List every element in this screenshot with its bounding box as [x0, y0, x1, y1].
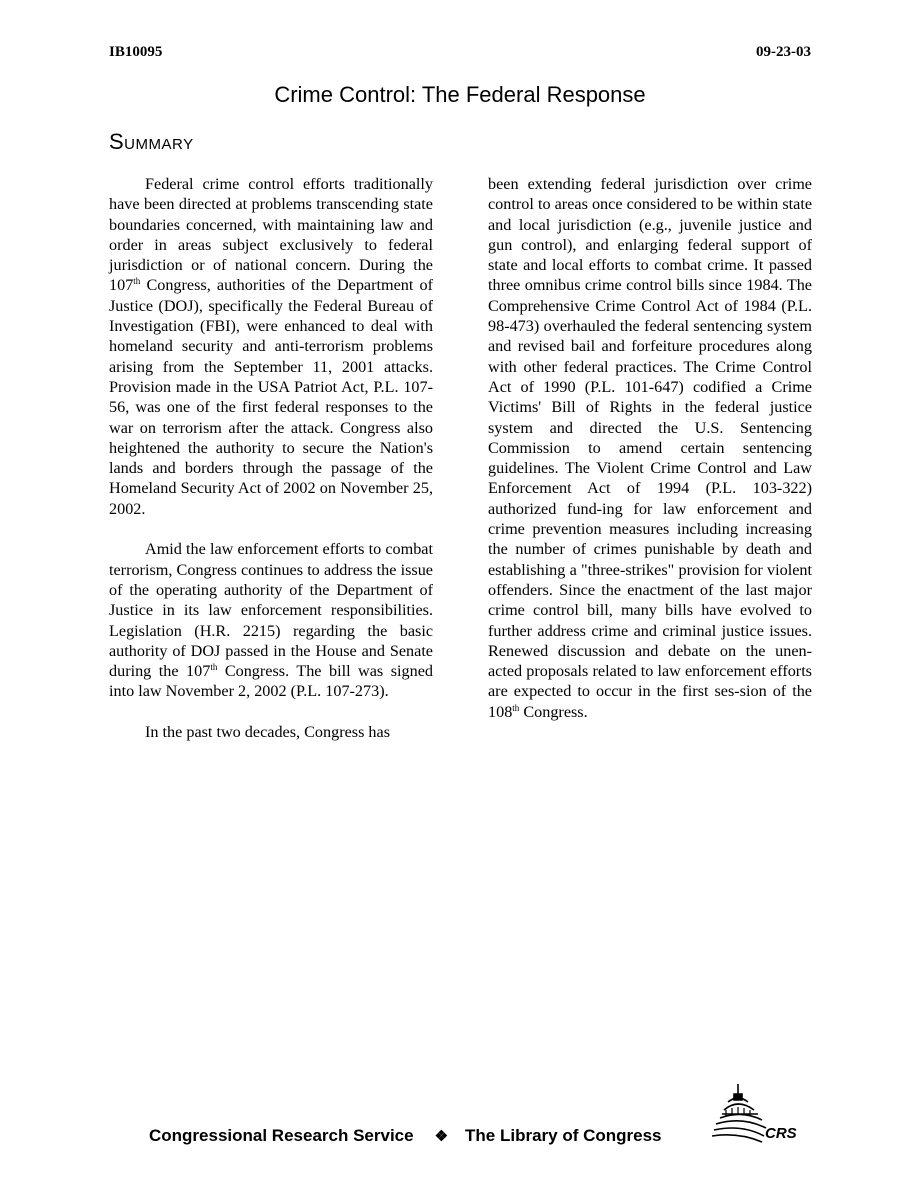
footer-library: The Library of Congress: [465, 1126, 662, 1145]
footer: [149, 1126, 662, 1146]
page-title: Crime Control: The Federal Response: [274, 82, 646, 107]
report-id: IB10095: [109, 44, 163, 60]
crs-logo-text: CRS: [765, 1125, 797, 1142]
report-date: 09-23-03: [756, 44, 811, 60]
paragraph-3: In the past two decades, Congress has: [145, 723, 391, 742]
paragraph-3-continued: been extending federal jurisdiction over crime control to areas once considered to be within state and local jurisdiction (e.g., juvenile justice and gun control), and enlarging federal support of state and local efforts to combat crime. It passed three omnibus crime control bills since 1984. The Comprehensive Crime Control Act of 1984 (P.L. 98-473) overhauled the federal sentencing system and revised bail and forfeiture procedures along with other federal practices. The Crime Control Act of 1990 (P.L. 101-647) codified a Crime Victims' Bill of Rights in the federal justice system and directed the U.S. Sentencing Commission to amend certain sentencing guidelines. The Violent Crime Control and Law Enforcement Act of 1994 (P.L. 103-322) authorized fund-ing for law enforcement and crime prevention measures including increasing the number of crimes punishable by death and establishing a "three-strikes" provision for violent offenders. Since the enactment of the last major crime control bill, many bills have evolved to further address crime and criminal justice issues. Renewed discussion and debate on the unen-acted proposals related to law enforcement efforts are expected to occur in the first ses-sion of the 108th Congress.: [488, 175, 812, 721]
footer-org: Congressional Research Service: [149, 1126, 414, 1145]
capitol-dome-icon: [712, 1080, 812, 1146]
section-heading: Summary: [109, 129, 194, 154]
left-column: [109, 174, 433, 763]
diamond-separator-icon: ❖: [434, 1128, 449, 1145]
paragraph-1: Federal crime control efforts traditionally have been directed at problems transcending state boundaries concerned, with maintaining law and order in areas subject exclusively to federal jurisdiction or of national concern. During the 107th Congress, authorities of the Department of Justice (DOJ), specifically the Federal Bureau of Investigation (FBI), were enhanced to deal with homeland security and anti-terrorism problems arising from the September 11, 2001 attacks. Provision made in the USA Patriot Act, P.L. 107-56, was one of the first federal responses to the war on terrorism after the attack. Congress also heightened the authority to secure the Nation's lands and borders through the passage of the Homeland Security Act of 2002 on November 25, 2002.: [109, 175, 433, 518]
paragraph-2: Amid the law enforcement efforts to combat terrorism, Congress continues to address the issue of the operating authority of the Department of Justice in its law enforcement responsibilities. Legislation (H.R. 2215) regarding the basic authority of DOJ passed in the House and Senate during the 107th Congress. The bill was signed into law November 2, 2002 (P.L. 107-273).: [109, 540, 433, 701]
right-column: [488, 174, 812, 742]
